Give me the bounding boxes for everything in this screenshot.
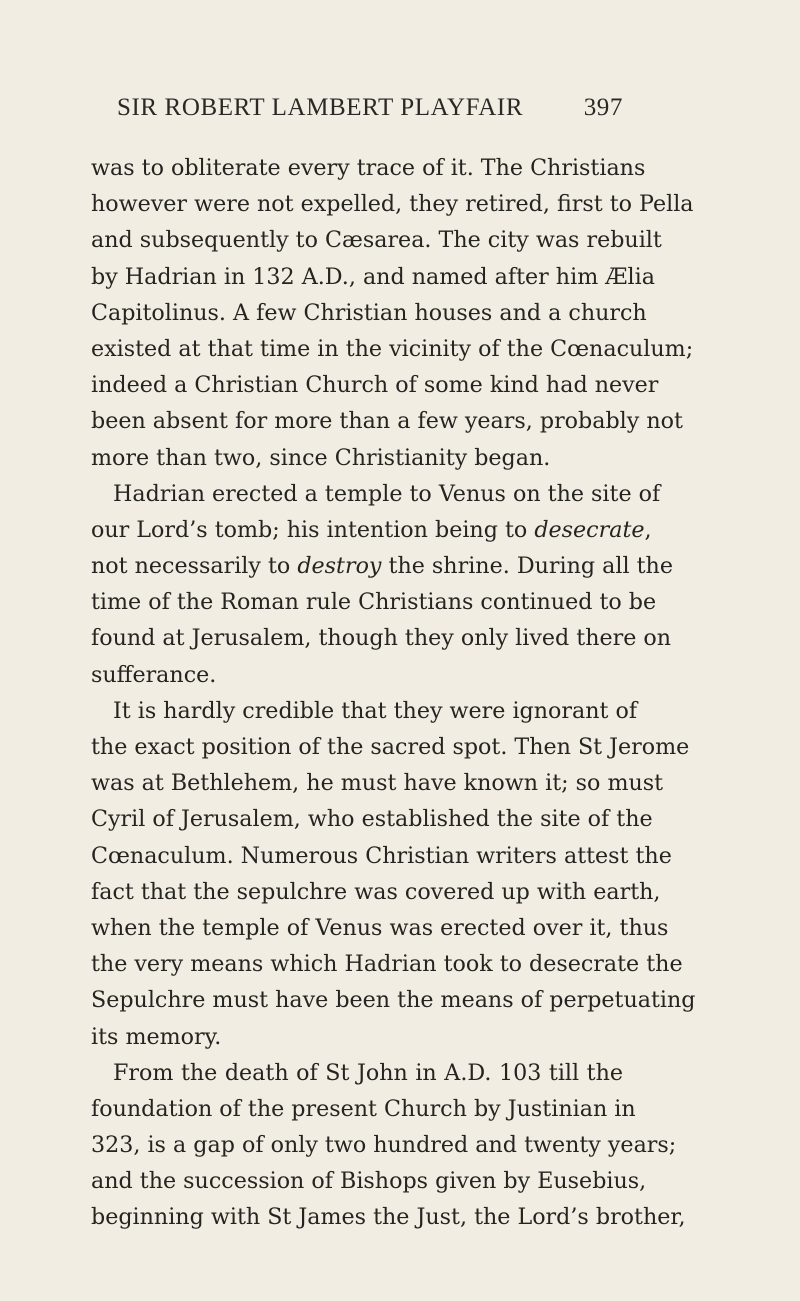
text-line: 323, is a gap of only two hundred and twenty years; (91, 1132, 677, 1159)
era-abbreviation: A.D. (444, 1059, 492, 1086)
page-number: 397 (583, 94, 623, 121)
text-line: beginning with St James the Just, the Lord’s brother, (91, 1204, 686, 1231)
text-line: Cyril of Jerusalem, who established the site of the (91, 806, 653, 833)
text-line: It is hardly credible that they were ignorant of (113, 697, 638, 724)
text-line: Sepulchre must have been the means of perpetuating (91, 987, 696, 1014)
text-line: Hadrian erected a temple to Venus on the site of (113, 480, 661, 507)
text-line: not necessarily to destroy the shrine. During all the (91, 553, 673, 580)
text-line: was at Bethlehem, he must have known it; so must (91, 770, 664, 797)
text-line: existed at that time in the vicinity of the Cœnaculum; (91, 335, 694, 362)
text-line: its memory. (91, 1023, 222, 1050)
text-line: by Hadrian in 132 A.D., and named after him Ælia (91, 263, 655, 290)
text-line: and the succession of Bishops given by Eusebius, (91, 1168, 647, 1195)
text-line: Cœnaculum. Numerous Christian writers attest the (91, 842, 672, 869)
text-line: sufferance. (91, 661, 217, 688)
text-line: our Lord’s tomb; his intention being to desecrate, (91, 516, 652, 543)
body-text (91, 150, 696, 1236)
era-abbreviation: A.D. (301, 263, 349, 290)
text-line: was to obliterate every trace of it. The Christians (91, 155, 646, 181)
text-line: Capitolinus. A few Christian houses and a church (91, 299, 647, 326)
text-line: indeed a Christian Church of some kind had never (91, 372, 659, 399)
text-line: however were not expelled, they retired, first to Pella (91, 191, 694, 218)
text-line: time of the Roman rule Christians continued to be (91, 589, 657, 616)
italic-word: desecrate (534, 516, 645, 543)
text-line: fact that the sepulchre was covered up with earth, (91, 878, 661, 905)
text-line: more than two, since Christianity began. (91, 444, 551, 471)
text-line: the exact position of the sacred spot. Then St Jerome (91, 734, 690, 760)
text-line: foundation of the present Church by Justinian in (91, 1095, 636, 1122)
text-line: been absent for more than a few years, probably not (91, 408, 683, 435)
italic-word: destroy (297, 553, 382, 580)
text-line: when the temple of Venus was erected over it, thus (91, 914, 669, 941)
text-line: and subsequently to Cæsarea. The city was rebuilt (91, 227, 662, 254)
text-line: found at Jerusalem, though they only lived there on (91, 625, 672, 652)
running-head (117, 94, 623, 128)
running-title: SIR ROBERT LAMBERT PLAYFAIR (117, 94, 524, 121)
text-line: From the death of St John in A.D. 103 till the (113, 1059, 623, 1086)
text-line: the very means which Hadrian took to desecrate the (91, 951, 683, 978)
